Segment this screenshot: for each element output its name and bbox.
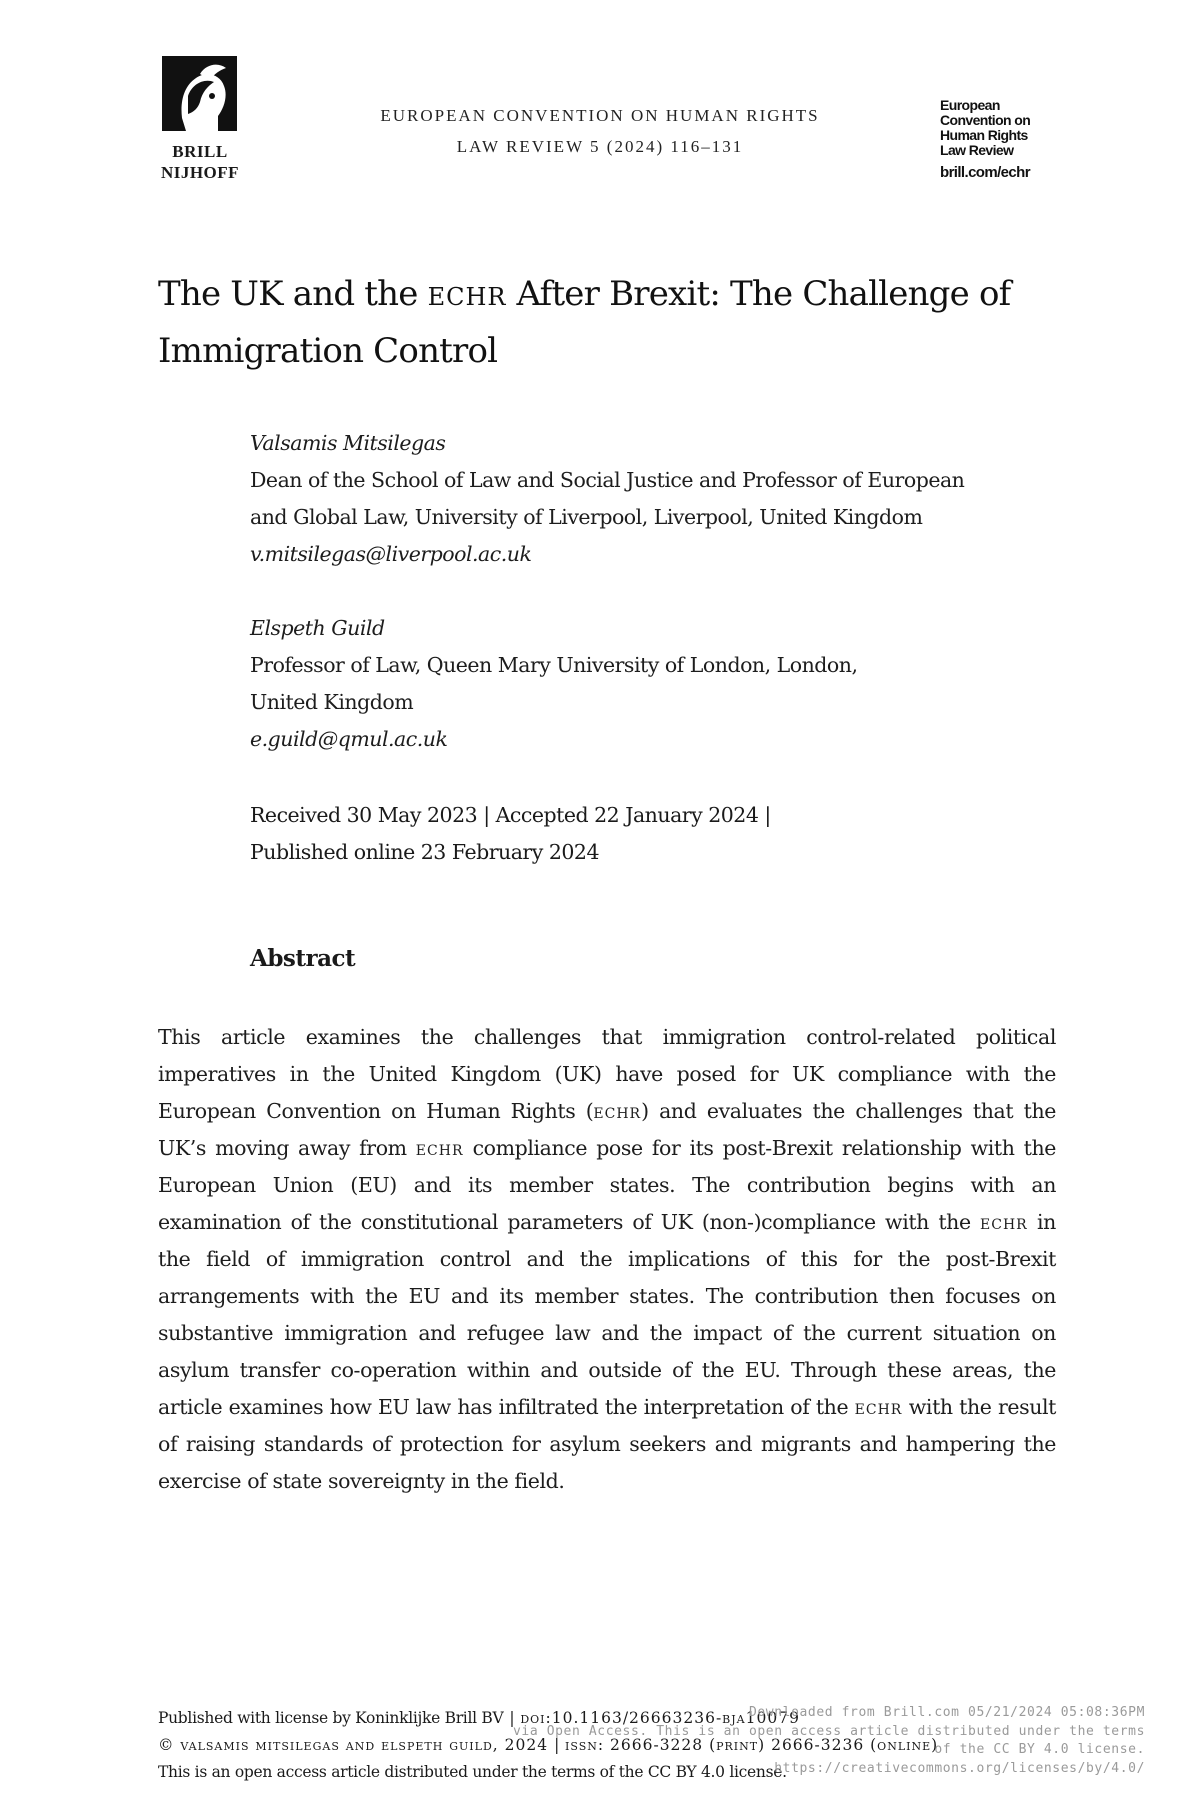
publisher-logo-line1: BRILL [172,142,228,161]
author-email-link[interactable]: v.mitsilegas@liverpool.ac.uk [250,542,532,566]
journal-url-link[interactable]: brill.com/echr [940,164,1030,181]
abstract-text: This article examines the challenges that immigration control-related political imperatives in the United Kingdom (UK) have posed for UK compliance with the European Convention on Human Rights ( [158,1025,1056,1123]
doi-link[interactable]: doi:10.1163/26663236-bja10079 [520,1709,800,1727]
download-stamp-line3: of the CC BY 4.0 license. [934,1742,1145,1757]
publication-dates [250,797,1070,871]
author-name: Valsamis Mitsilegas [250,431,446,455]
issn: issn: 2666-3228 (print) 2666-3236 (online) [565,1736,939,1754]
author-email-link[interactable]: e.guild@qmul.ac.uk [250,727,448,751]
copyright: © valsamis mitsilegas and elspeth guild, 2024 [158,1736,549,1754]
article-title [158,266,1058,380]
journal-logo-line3: Human Rights [940,127,1028,143]
journal-volume-pages: LAW REVIEW 5 (2024) 116–131 [456,137,744,156]
abstract-text: in the field of immigration control and the implications of this for the post-Brexit arrangements with the EU and its member states. The contribution then focuses on substantive immigration and refugee law and the impact of the current situation on asylum transfer co-operation within and outside of the EU. Through these areas, the article examines how EU law has infiltrated the interpretation of the [158,1210,1056,1419]
abstract-acronym: echr [854,1395,903,1419]
abstract-text: compliance pose for its post-Brexit relationship with the European Union (EU) and its member states. The contribution begins with an examination of the constitutional parameters of UK (non-)compliance with the [158,1136,1056,1234]
journal-logo-line4: Law Review [940,142,1014,158]
title-acronym: echr [427,274,507,314]
abstract-text: with the result of raising standards of protection for asylum seekers and migrants and hampering the exercise of state sovereignty in the field. [158,1395,1057,1493]
license-url-link[interactable]: https://creativecommons.org/licenses/by/4.0/ [774,1760,1145,1776]
author-affiliation-line: Dean of the School of Law and Social Justice and Professor of European [250,468,965,492]
publisher-logo [160,56,240,183]
abstract-body [158,1019,1056,1500]
abstract-acronym: echr [593,1099,642,1123]
license-by: Published with license by Koninklijke Brill BV [158,1709,504,1727]
helmeted-head-icon [162,56,237,131]
abstract-text: ) and evaluates the challenges that the UK’s moving away from [158,1099,1056,1160]
download-watermark [400,1704,1145,1778]
dates-line2: Published online 23 February 2024 [250,840,599,864]
title-part1: The UK and the [158,274,428,314]
download-stamp-line2: via Open Access. This is an open access article distributed under the terms [513,1723,1145,1739]
author-block [250,610,1070,758]
download-stamp-line1: Downloaded from Brill.com 05/21/2024 05:08:36PM [748,1705,1145,1720]
page-footer: Published with license by Koninklijke Brill BV | doi:10.1163/26663236-bja10079 © valsamis mitsilegas and elspeth guild, 2024 | issn: 2666-3228 (print) 2666-3236 (online) This is an open access article distributed under the terms of the CC BY 4.0 license. [158,1709,939,1781]
author-affiliation-line: United Kingdom [250,690,414,714]
abstract-acronym: echr [980,1210,1028,1234]
title-part2: After Brexit: The Challenge of Immigration Control [158,274,1011,371]
journal-logo-line2: Convention on [940,112,1031,128]
journal-name: EUROPEAN CONVENTION ON HUMAN RIGHTS [380,106,820,125]
abstract-acronym: echr [415,1136,464,1160]
author-affiliation-line: Professor of Law, Queen Mary University of London, London, [250,653,858,677]
dates-line1: Received 30 May 2023 | Accepted 22 January 2024 | [250,803,771,827]
publisher-logo-line2: NIJHOFF [160,163,240,182]
journal-logo [940,98,1090,180]
journal-logo-line1: European [940,97,1000,113]
abstract-heading: Abstract [250,945,356,972]
author-affiliation-line: and Global Law, University of Liverpool, Liverpool, United Kingdom [250,505,923,529]
author-block [250,425,1070,573]
author-name: Elspeth Guild [250,616,385,640]
open-access-statement: This is an open access article distributed under the terms of the CC BY 4.0 license. [158,1763,787,1781]
journal-running-head [290,100,910,162]
